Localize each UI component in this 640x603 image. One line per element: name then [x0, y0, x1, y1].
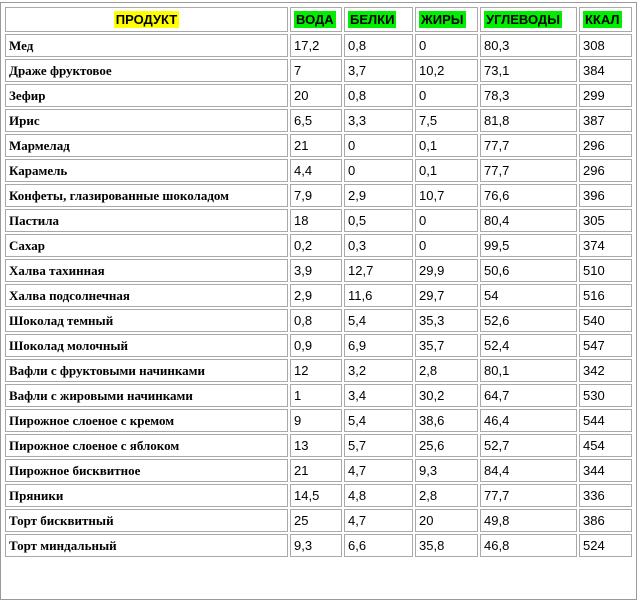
fat-cell: 0,1: [415, 159, 478, 182]
table-row: [5, 259, 632, 282]
kcal-cell: 510: [579, 259, 632, 282]
product-name-cell: Шоколад молочный: [5, 334, 288, 357]
fat-cell: 0: [415, 209, 478, 232]
water-cell: 18: [290, 209, 342, 232]
kcal-cell: 386: [579, 509, 632, 532]
carbs-cell: 73,1: [480, 59, 577, 82]
water-cell: 21: [290, 459, 342, 482]
table-row: [5, 459, 632, 482]
kcal-cell: 540: [579, 309, 632, 332]
fat-cell: 10,2: [415, 59, 478, 82]
fat-cell: 2,8: [415, 484, 478, 507]
carbs-cell: 52,7: [480, 434, 577, 457]
nutrition-table: [3, 5, 634, 559]
protein-cell: 3,4: [344, 384, 413, 407]
protein-cell: 5,7: [344, 434, 413, 457]
table-row: [5, 134, 632, 157]
header-fat-label: ЖИРЫ: [421, 12, 464, 27]
product-name-cell: Конфеты, глазированные шоколадом: [5, 184, 288, 207]
product-name-cell: Мед: [5, 34, 288, 57]
product-name-cell: Пастила: [5, 209, 288, 232]
carbs-cell: 64,7: [480, 384, 577, 407]
nutrition-table-frame: [0, 2, 637, 600]
carbs-cell: 80,3: [480, 34, 577, 57]
protein-cell: 0,8: [344, 84, 413, 107]
protein-cell: 4,8: [344, 484, 413, 507]
carbs-cell: 77,7: [480, 159, 577, 182]
water-cell: 6,5: [290, 109, 342, 132]
protein-cell: 3,3: [344, 109, 413, 132]
header-row: [5, 7, 632, 32]
fat-cell: 29,9: [415, 259, 478, 282]
kcal-cell: 344: [579, 459, 632, 482]
water-cell: 12: [290, 359, 342, 382]
kcal-cell: 308: [579, 34, 632, 57]
header-protein-label: БЕЛКИ: [350, 12, 395, 27]
carbs-cell: 81,8: [480, 109, 577, 132]
fat-cell: 7,5: [415, 109, 478, 132]
water-cell: 7,9: [290, 184, 342, 207]
carbs-cell: 77,7: [480, 484, 577, 507]
table-row: [5, 109, 632, 132]
table-row: [5, 359, 632, 382]
protein-cell: 0: [344, 159, 413, 182]
kcal-cell: 516: [579, 284, 632, 307]
kcal-cell: 544: [579, 409, 632, 432]
fat-cell: 30,2: [415, 384, 478, 407]
fat-cell: 2,8: [415, 359, 478, 382]
protein-cell: 12,7: [344, 259, 413, 282]
header-fat: [415, 7, 478, 32]
water-cell: 17,2: [290, 34, 342, 57]
carbs-cell: 78,3: [480, 84, 577, 107]
fat-cell: 35,7: [415, 334, 478, 357]
product-name-cell: Зефир: [5, 84, 288, 107]
protein-cell: 5,4: [344, 409, 413, 432]
table-row: [5, 284, 632, 307]
header-water: [290, 7, 342, 32]
protein-cell: 2,9: [344, 184, 413, 207]
water-cell: 4,4: [290, 159, 342, 182]
fat-cell: 0: [415, 84, 478, 107]
fat-cell: 0: [415, 234, 478, 257]
kcal-cell: 296: [579, 134, 632, 157]
fat-cell: 35,3: [415, 309, 478, 332]
protein-cell: 3,2: [344, 359, 413, 382]
kcal-cell: 396: [579, 184, 632, 207]
kcal-cell: 387: [579, 109, 632, 132]
carbs-cell: 46,4: [480, 409, 577, 432]
product-name-cell: Драже фруктовое: [5, 59, 288, 82]
protein-cell: 0: [344, 134, 413, 157]
table-row: [5, 234, 632, 257]
product-name-cell: Мармелад: [5, 134, 288, 157]
protein-cell: 4,7: [344, 509, 413, 532]
water-cell: 7: [290, 59, 342, 82]
table-row: [5, 484, 632, 507]
product-name-cell: Халва тахинная: [5, 259, 288, 282]
header-kcal-label: ККАЛ: [585, 12, 620, 27]
fat-cell: 10,7: [415, 184, 478, 207]
water-cell: 9,3: [290, 534, 342, 557]
product-name-cell: Ирис: [5, 109, 288, 132]
water-cell: 3,9: [290, 259, 342, 282]
product-name-cell: Сахар: [5, 234, 288, 257]
water-cell: 13: [290, 434, 342, 457]
product-name-cell: Вафли с жировыми начинками: [5, 384, 288, 407]
carbs-cell: 52,6: [480, 309, 577, 332]
water-cell: 14,5: [290, 484, 342, 507]
product-name-cell: Вафли с фруктовыми начинками: [5, 359, 288, 382]
carbs-cell: 99,5: [480, 234, 577, 257]
fat-cell: 9,3: [415, 459, 478, 482]
kcal-cell: 547: [579, 334, 632, 357]
header-kcal: [579, 7, 632, 32]
product-name-cell: Пряники: [5, 484, 288, 507]
protein-cell: 3,7: [344, 59, 413, 82]
water-cell: 21: [290, 134, 342, 157]
table-row: [5, 509, 632, 532]
table-body: [5, 34, 632, 557]
carbs-cell: 80,1: [480, 359, 577, 382]
product-name-cell: Торт бисквитный: [5, 509, 288, 532]
carbs-cell: 50,6: [480, 259, 577, 282]
product-name-cell: Пирожное слоеное с яблоком: [5, 434, 288, 457]
kcal-cell: 530: [579, 384, 632, 407]
kcal-cell: 342: [579, 359, 632, 382]
fat-cell: 25,6: [415, 434, 478, 457]
product-name-cell: Шоколад темный: [5, 309, 288, 332]
header-carbs: [480, 7, 577, 32]
fat-cell: 20: [415, 509, 478, 532]
table-row: [5, 34, 632, 57]
carbs-cell: 46,8: [480, 534, 577, 557]
water-cell: 2,9: [290, 284, 342, 307]
protein-cell: 0,3: [344, 234, 413, 257]
carbs-cell: 49,8: [480, 509, 577, 532]
carbs-cell: 54: [480, 284, 577, 307]
fat-cell: 29,7: [415, 284, 478, 307]
product-name-cell: Пирожное слоеное с кремом: [5, 409, 288, 432]
carbs-cell: 80,4: [480, 209, 577, 232]
table-row: [5, 434, 632, 457]
header-product: [5, 7, 288, 32]
protein-cell: 0,8: [344, 34, 413, 57]
product-name-cell: Халва подсолнечная: [5, 284, 288, 307]
header-protein: [344, 7, 413, 32]
table-row: [5, 534, 632, 557]
kcal-cell: 454: [579, 434, 632, 457]
water-cell: 0,9: [290, 334, 342, 357]
fat-cell: 35,8: [415, 534, 478, 557]
protein-cell: 5,4: [344, 309, 413, 332]
kcal-cell: 374: [579, 234, 632, 257]
table-row: [5, 84, 632, 107]
kcal-cell: 299: [579, 84, 632, 107]
fat-cell: 0,1: [415, 134, 478, 157]
product-name-cell: Торт миндальный: [5, 534, 288, 557]
header-water-label: ВОДА: [296, 12, 334, 27]
header-carbs-label: УГЛЕВОДЫ: [486, 12, 560, 27]
table-row: [5, 384, 632, 407]
carbs-cell: 76,6: [480, 184, 577, 207]
kcal-cell: 524: [579, 534, 632, 557]
kcal-cell: 296: [579, 159, 632, 182]
water-cell: 0,2: [290, 234, 342, 257]
protein-cell: 0,5: [344, 209, 413, 232]
table-row: [5, 159, 632, 182]
water-cell: 1: [290, 384, 342, 407]
table-row: [5, 184, 632, 207]
carbs-cell: 84,4: [480, 459, 577, 482]
kcal-cell: 384: [579, 59, 632, 82]
table-row: [5, 209, 632, 232]
product-name-cell: Карамель: [5, 159, 288, 182]
fat-cell: 0: [415, 34, 478, 57]
table-row: [5, 409, 632, 432]
kcal-cell: 336: [579, 484, 632, 507]
carbs-cell: 77,7: [480, 134, 577, 157]
table-row: [5, 59, 632, 82]
product-name-cell: Пирожное бисквитное: [5, 459, 288, 482]
table-row: [5, 309, 632, 332]
fat-cell: 38,6: [415, 409, 478, 432]
protein-cell: 6,9: [344, 334, 413, 357]
carbs-cell: 52,4: [480, 334, 577, 357]
kcal-cell: 305: [579, 209, 632, 232]
water-cell: 0,8: [290, 309, 342, 332]
header-product-label: ПРОДУКТ: [115, 12, 178, 27]
table-row: [5, 334, 632, 357]
protein-cell: 4,7: [344, 459, 413, 482]
protein-cell: 6,6: [344, 534, 413, 557]
water-cell: 20: [290, 84, 342, 107]
water-cell: 9: [290, 409, 342, 432]
water-cell: 25: [290, 509, 342, 532]
protein-cell: 11,6: [344, 284, 413, 307]
